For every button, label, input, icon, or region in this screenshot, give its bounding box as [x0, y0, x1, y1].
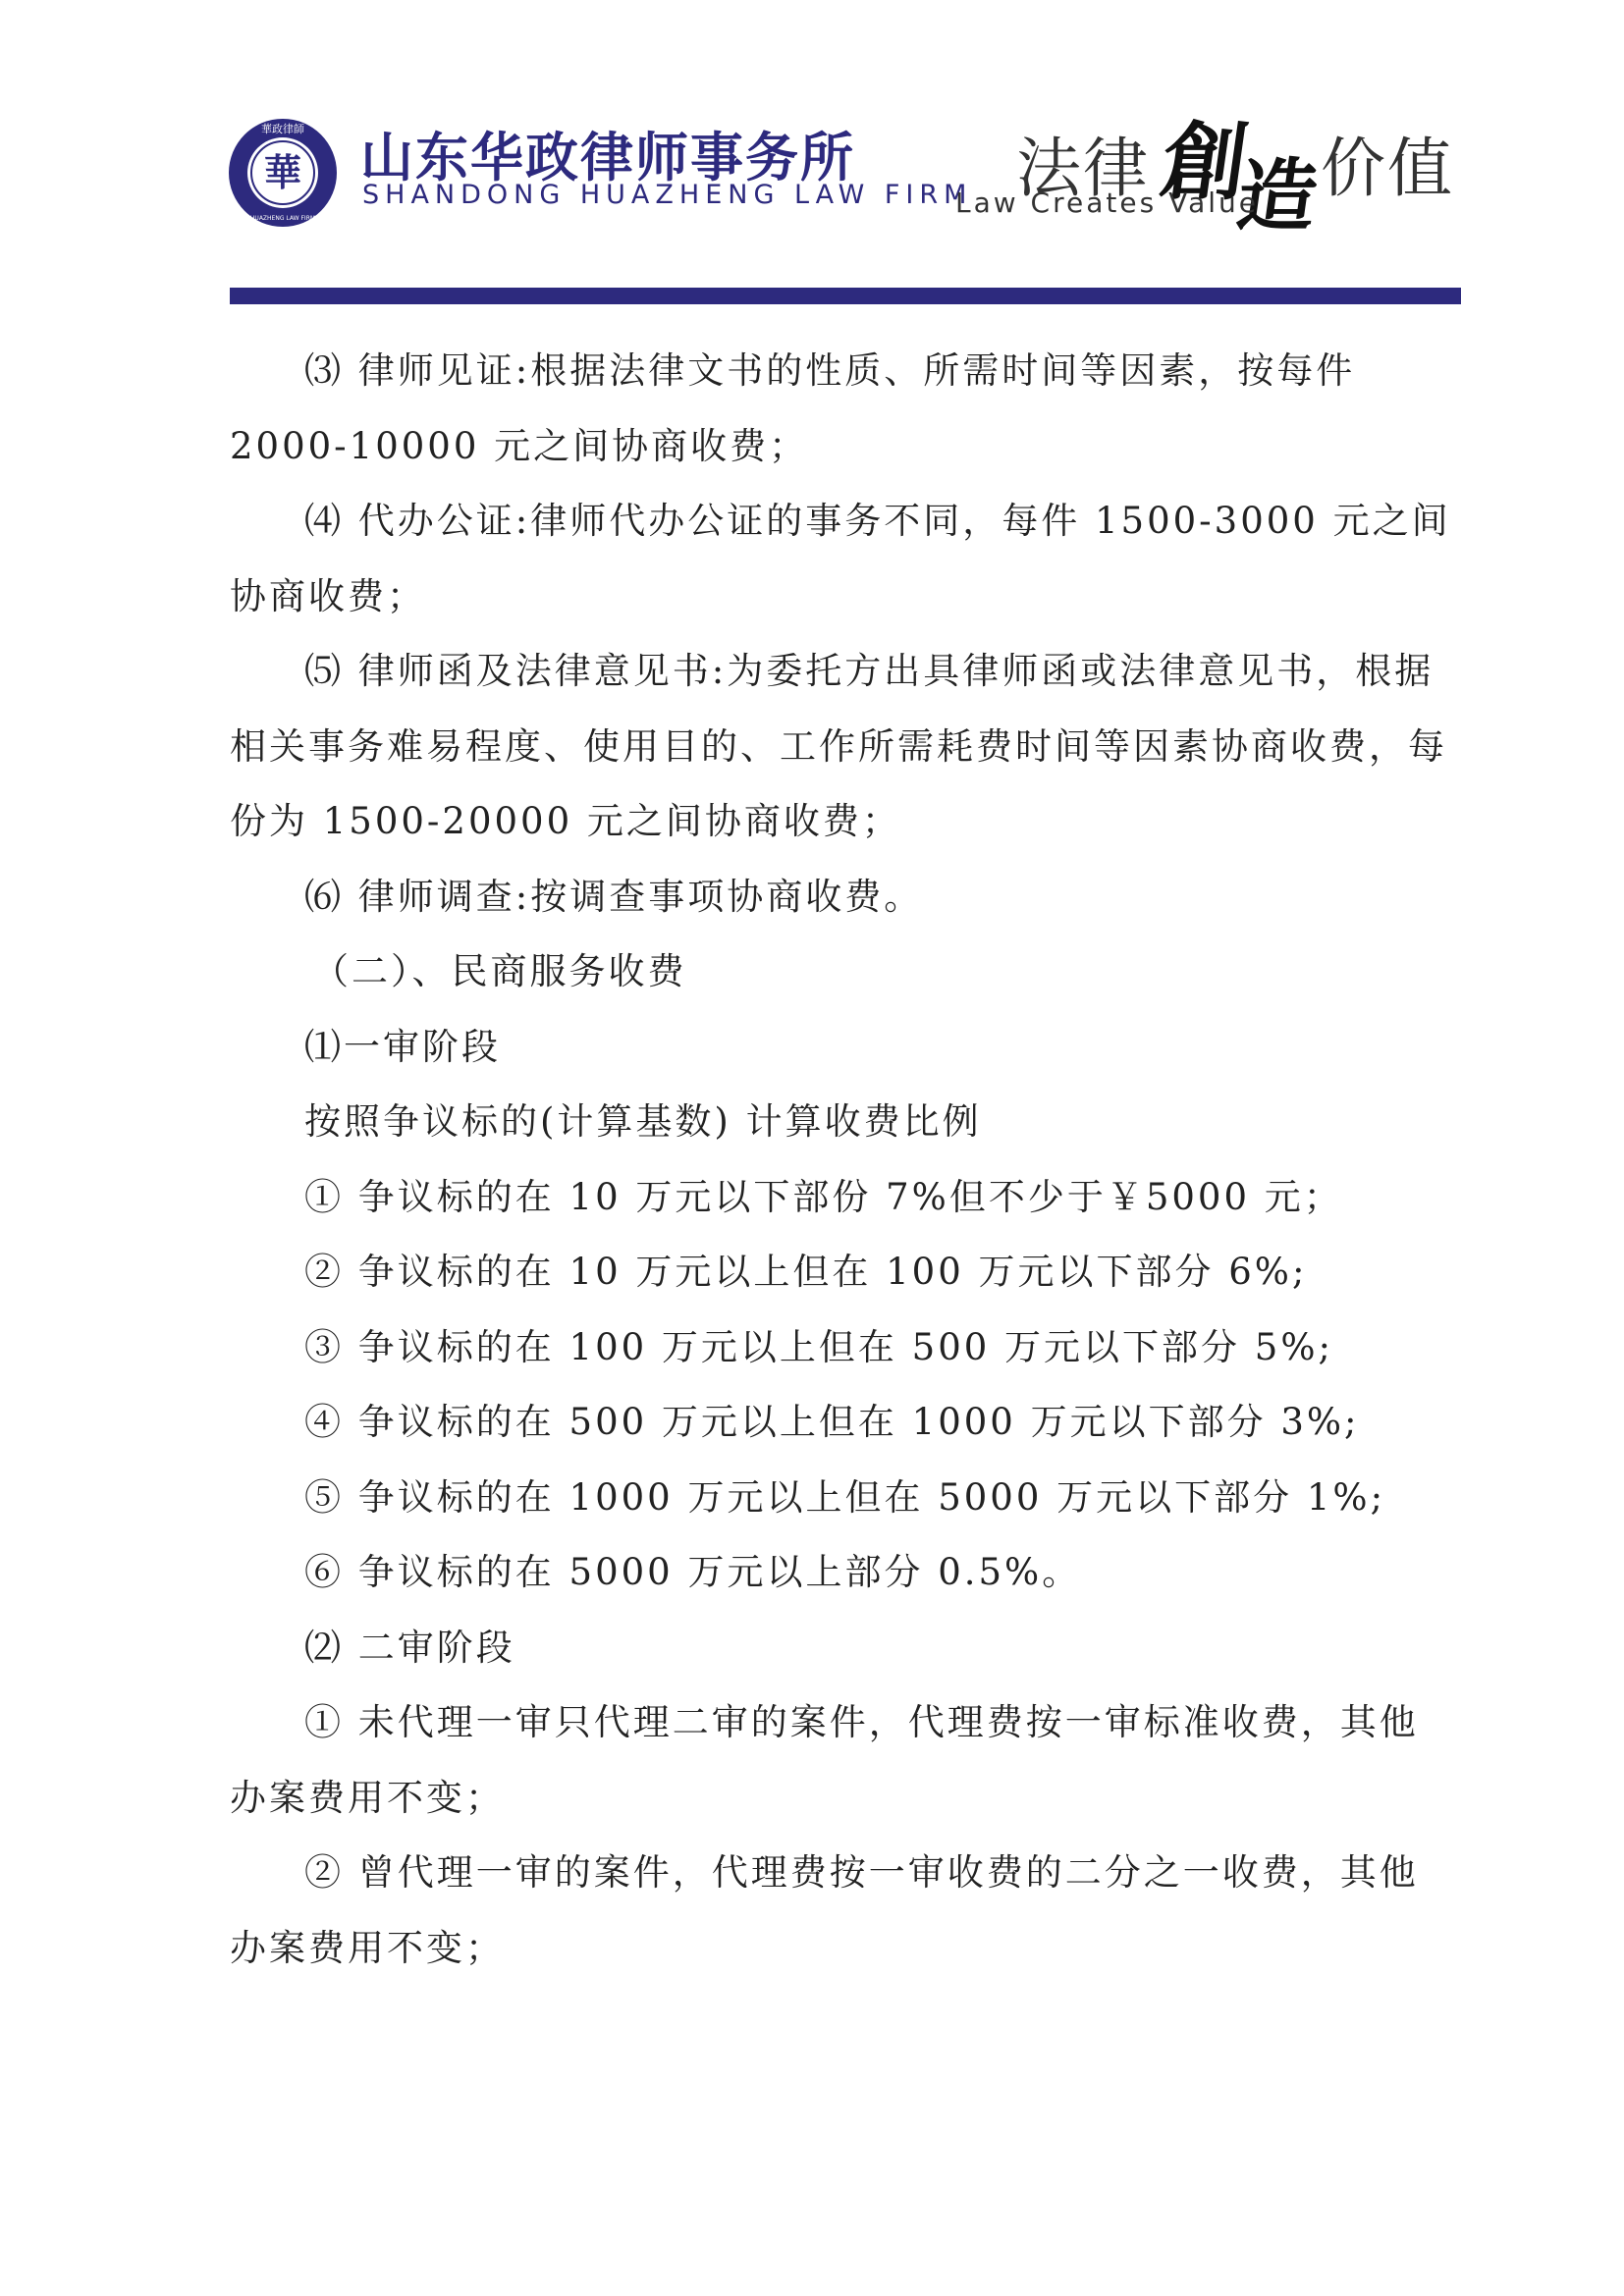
- subsection-heading: ⑴一审阶段: [304, 1025, 501, 1068]
- slogan-part-2: 創: [1155, 113, 1255, 212]
- subsection-heading: ⑵ 二审阶段: [304, 1626, 515, 1669]
- slogan-part-1: 法律: [1016, 131, 1150, 206]
- firm-name-english: SHANDONG HUAZHENG LAW FIRM: [362, 180, 973, 210]
- paragraph-line: ① 未代理一审只代理二审的案件，代理费按一审标准收费，其他: [304, 1701, 1419, 1743]
- paragraph-line: 份为 1500-20000 元之间协商收费；: [230, 800, 901, 842]
- paragraph-line: 办案费用不变；: [230, 1776, 505, 1819]
- letterhead: [0, 0, 1624, 314]
- paragraph-line: ⑸ 律师函及法律意见书:为委托方出具律师函或法律意见书，根据: [304, 650, 1435, 692]
- fee-tier-item: ③ 争议标的在 100 万元以上但在 500 万元以下部分 5%;: [304, 1325, 1333, 1368]
- paragraph-line: ⑷ 代办公证:律师代办公证的事务不同，每件 1500-3000 元之间: [304, 500, 1451, 542]
- fee-tier-item: ① 争议标的在 10 万元以下部份 7%但不少于￥5000 元；: [304, 1175, 1343, 1218]
- fee-tier-item: ⑥ 争议标的在 5000 万元以上部分 0.5%。: [304, 1551, 1082, 1593]
- paragraph-line: 协商收费；: [230, 574, 426, 617]
- document-body: [230, 334, 1451, 1986]
- paragraph-line: 2000-10000 元之间协商收费；: [230, 424, 809, 467]
- firm-seal-logo: [228, 118, 338, 228]
- paragraph-line: ⑹ 律师调查:按调查事项协商收费。: [304, 875, 924, 918]
- paragraph-line: 按照争议标的(计算基数) 计算收费比例: [304, 1100, 982, 1143]
- fee-tier-item: ② 争议标的在 10 万元以上但在 100 万元以下部分 6%;: [304, 1251, 1308, 1293]
- section-heading: （二）、民商服务收费: [312, 950, 687, 992]
- slogan-part-4: 价值: [1321, 131, 1454, 206]
- paragraph-line: 相关事务难易程度、使用目的、工作所需耗费时间等因素协商收费，每: [230, 724, 1447, 768]
- fee-tier-item: ④ 争议标的在 500 万元以上但在 1000 万元以下部分 3%;: [304, 1401, 1360, 1443]
- svg-text:華政律師: 華政律師: [261, 123, 304, 135]
- firm-name-chinese: 山东华政律师事务所: [360, 127, 855, 188]
- paragraph-line: ⑶ 律师见证:根据法律文书的性质、所需时间等因素，按每件: [304, 349, 1356, 392]
- slogan-english: Law Creates Value: [955, 187, 1259, 219]
- slogan-part-3: 造: [1231, 149, 1324, 241]
- paragraph-line: ② 曾代理一审的案件，代理费按一审收费的二分之一收费，其他: [304, 1851, 1419, 1894]
- header-divider: [230, 288, 1461, 304]
- fee-tier-item: ⑤ 争议标的在 1000 万元以上但在 5000 万元以下部分 1%;: [304, 1475, 1386, 1519]
- svg-text:HUAZHENG LAW FIRM: HUAZHENG LAW FIRM: [249, 215, 316, 222]
- svg-text:華: 華: [263, 150, 302, 194]
- paragraph-line: 办案费用不变；: [230, 1926, 505, 1969]
